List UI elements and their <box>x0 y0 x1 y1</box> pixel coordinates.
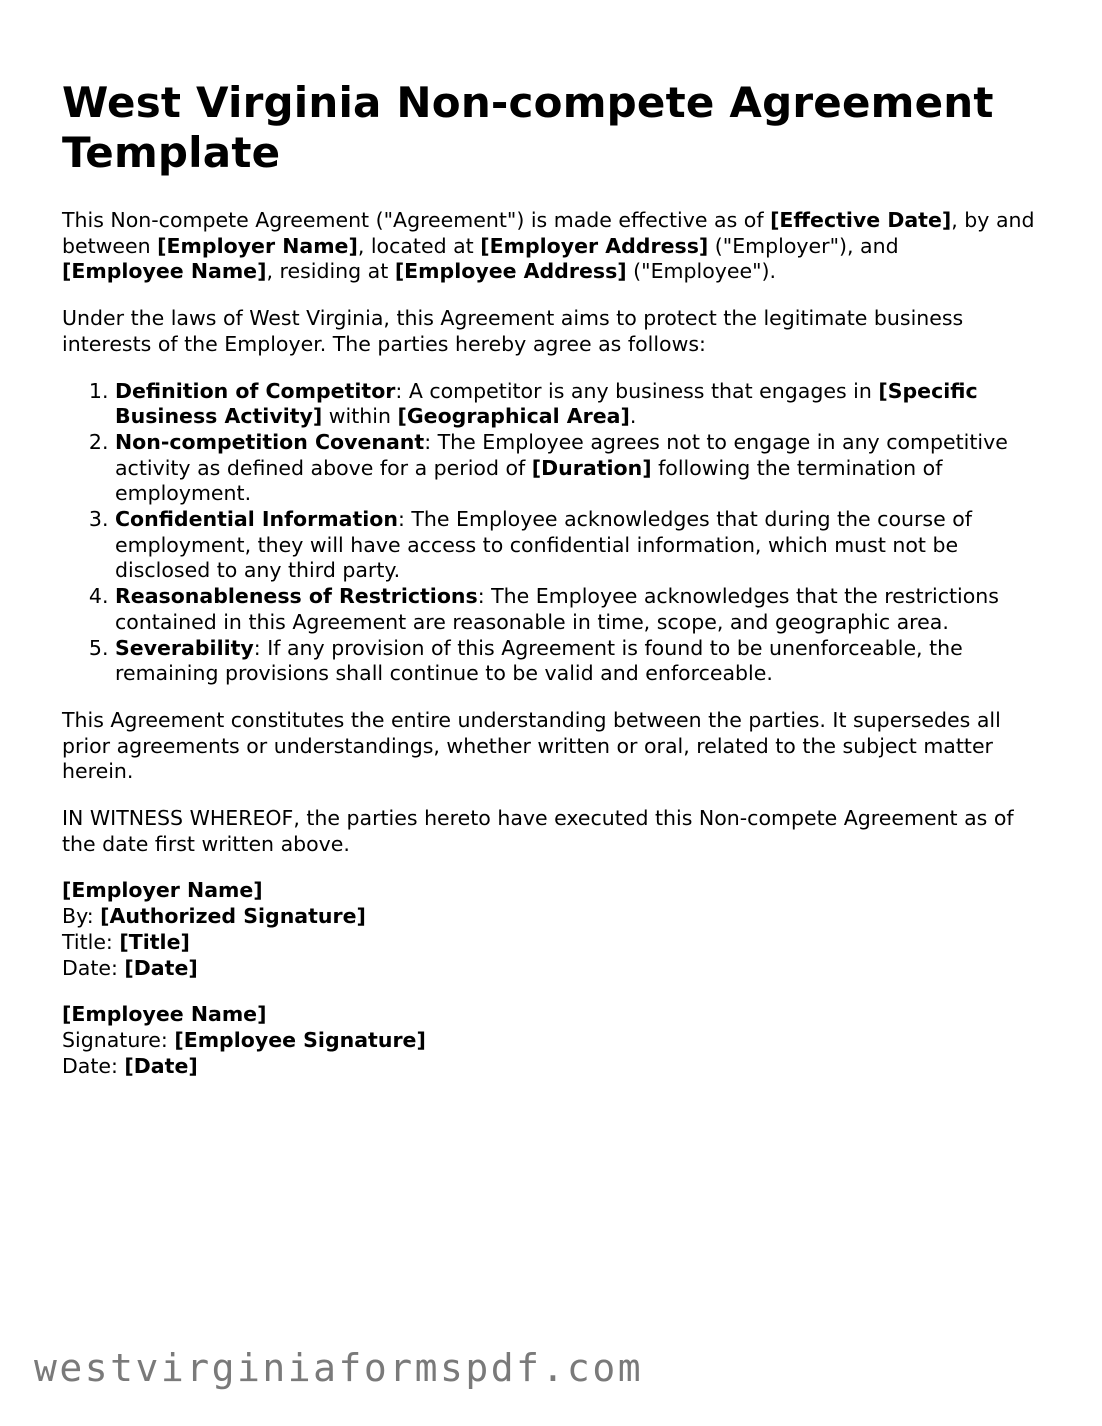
employee-date-line <box>62 1054 1052 1080</box>
duration-placeholder: [Duration] <box>531 455 652 480</box>
clause-heading: Non-competition Covenant <box>115 429 425 454</box>
employee-address-placeholder: [Employee Address] <box>394 259 627 284</box>
clause-text: following the termination of employment. <box>115 455 943 506</box>
intro-text-2: , by and between <box>62 208 1035 258</box>
intro-text-6: ("Employee"). <box>626 259 777 284</box>
employee-signature-placeholder: [Employee Signature] <box>174 1027 426 1052</box>
intro-text-3: , located at <box>357 233 481 258</box>
employer-by-line <box>62 904 1052 930</box>
employer-date-line <box>62 956 1052 982</box>
employer-signature-block <box>62 878 1052 981</box>
signature-label: Signature: <box>62 1027 175 1052</box>
date-placeholder: [Date] <box>124 1053 198 1078</box>
specific-business-activity-placeholder: [Specific Business Activity] <box>115 378 978 429</box>
clause-text: : The Employee acknowledges that during the course of employment, they will have access to confidential information, which must not be disclosed to any third party. <box>115 507 972 583</box>
employee-name-label: [Employee Name] <box>62 1002 267 1027</box>
title-label: Title: <box>62 929 120 954</box>
effective-date-placeholder: [Effective Date] <box>770 208 952 232</box>
clause-text: : The Employee agrees not to engage in any competitive activity as defined above for a period of <box>115 429 1008 480</box>
intro-text-4: ("Employer"), and <box>708 233 899 258</box>
clause-heading: Reasonableness of Restrictions <box>115 584 478 609</box>
intro-text-5: , residing at <box>266 259 395 284</box>
authorized-signature-placeholder: [Authorized Signature] <box>100 904 366 929</box>
witness-paragraph: IN WITNESS WHEREOF, the parties hereto have executed this Non-compete Agreement as of the date first written above. <box>62 806 1014 856</box>
employer-title-line <box>62 930 1052 956</box>
title-placeholder: [Title] <box>119 929 190 954</box>
employee-name-placeholder: [Employee Name] <box>62 259 267 284</box>
list-item <box>115 584 1052 635</box>
employee-signature-block <box>62 1002 1052 1079</box>
list-item <box>115 507 1052 584</box>
date-label: Date: <box>62 1053 125 1078</box>
clause-text: within <box>322 404 398 429</box>
clause-text: . <box>629 404 637 429</box>
by-label: By: <box>62 904 101 929</box>
purpose-paragraph: Under the laws of West Virginia, this Agreement aims to protect the legitimate business interests of the Employer. The parties hereby agree as follows: <box>62 306 964 356</box>
employee-signature-line <box>62 1028 1052 1054</box>
entire-agreement-paragraph: This Agreement constitutes the entire understanding between the parties. It supersedes all prior agreements or understandings, whether written or oral, related to the subject matter herein. <box>62 707 1001 784</box>
page-title: West Virginia Non-compete Agreement Template <box>62 78 994 177</box>
employer-name-placeholder: [Employer Name] <box>157 233 358 258</box>
clause-heading: Definition of Competitor <box>115 378 396 403</box>
clause-text: : A competitor is any business that engages in <box>395 378 879 403</box>
employer-name-label: [Employer Name] <box>62 878 263 903</box>
clause-heading: Severability <box>115 635 254 660</box>
date-label: Date: <box>62 955 125 980</box>
geographical-area-placeholder: [Geographical Area] <box>397 404 630 429</box>
watermark: westvirginiaformspdf.com <box>34 1346 644 1390</box>
employer-address-placeholder: [Employer Address] <box>480 233 709 258</box>
clause-text: : The Employee acknowledges that the restrictions contained in this Agreement are reasonable in time, scope, and geographic area. <box>115 584 999 634</box>
intro-text-1: This Non-compete Agreement ("Agreement") is made effective as of <box>62 208 771 232</box>
intro-paragraph <box>62 208 1052 285</box>
list-item <box>115 636 1052 687</box>
list-item <box>115 430 1052 507</box>
clause-heading: Confidential Information <box>115 507 398 532</box>
list-item <box>115 379 1052 430</box>
clause-list <box>62 379 1052 687</box>
clause-text: : If any provision of this Agreement is found to be unenforceable, the remaining provisions shall continue to be valid and enforceable. <box>115 635 963 686</box>
document-page <box>62 78 1052 1100</box>
date-placeholder: [Date] <box>124 955 198 980</box>
